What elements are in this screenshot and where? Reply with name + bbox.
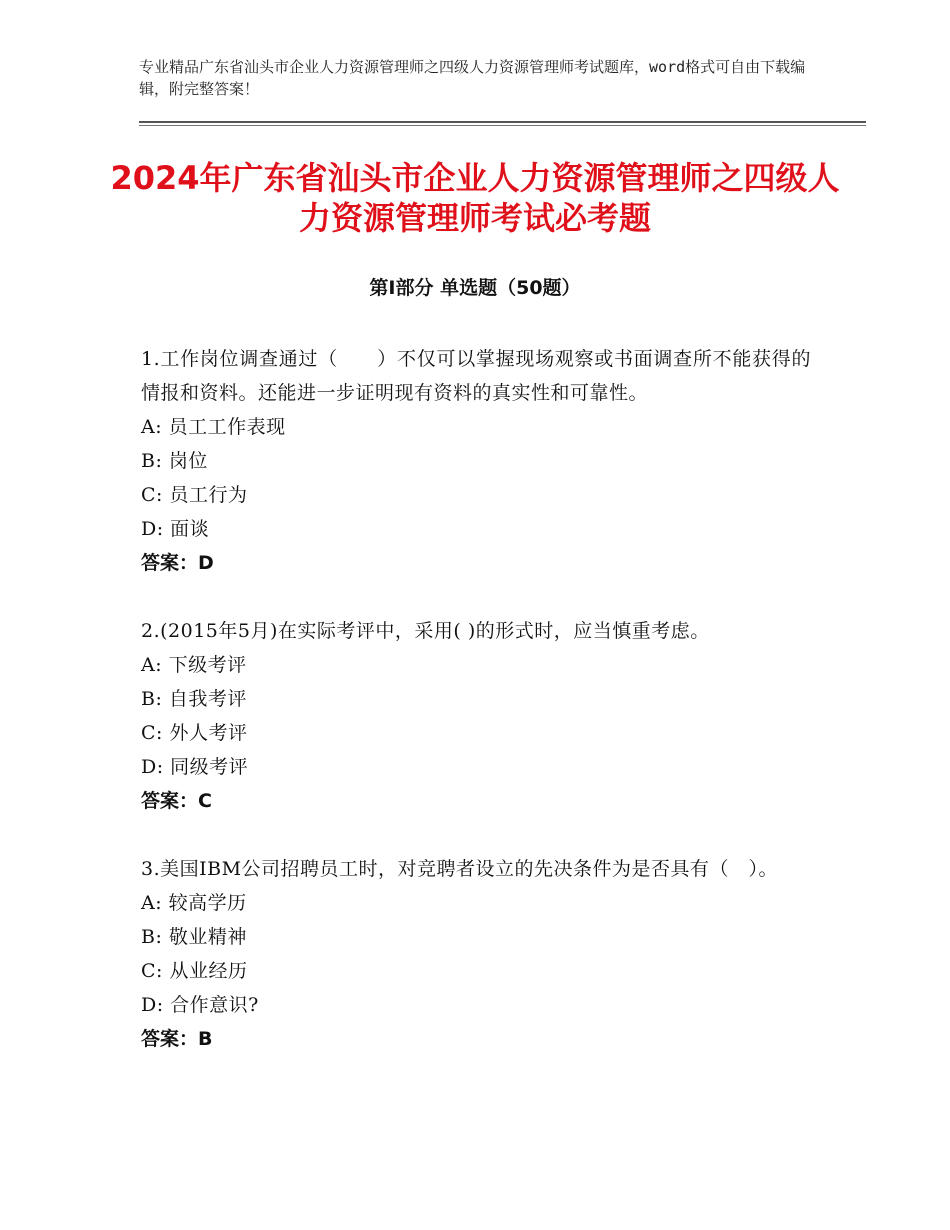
option-d: D: 面谈: [141, 518, 210, 540]
question-stem: 1.工作岗位调查通过（ ）不仅可以掌握现场观察或书面调查所不能获得的情报和资料。还能进一步证明现有资料的真实性和可靠性。: [141, 348, 811, 404]
header-divider-thick: [139, 121, 866, 123]
question-stem: 2.(2015年5月)在实际考评中，采用( )的形式时，应当慎重考虑。: [141, 620, 710, 642]
section-title: 第Ⅰ部分 单选题（50题）: [369, 277, 581, 299]
option-b: B: 自我考评: [141, 688, 247, 710]
question-2: [141, 614, 811, 818]
option-c: C: 从业经历: [141, 960, 248, 982]
question-1: [141, 342, 811, 580]
answer: 答案：B: [141, 1028, 213, 1050]
option-d: D: 同级考评: [141, 756, 249, 778]
header-note: 专业精品广东省汕头市企业人力资源管理师之四级人力资源管理师考试题库，word格式可自由下载编辑，附完整答案！: [139, 58, 806, 98]
option-c: C: 外人考评: [141, 722, 248, 744]
option-b: B: 敬业精神: [141, 926, 247, 948]
option-d: D: 合作意识?: [141, 994, 259, 1016]
option-a: A: 员工工作表现: [141, 416, 286, 438]
option-a: A: 较高学历: [141, 892, 247, 914]
question-list: [141, 342, 811, 1090]
option-a: A: 下级考评: [141, 654, 247, 676]
option-b: B: 岗位: [141, 450, 208, 472]
document-title: 2024年广东省汕头市企业人力资源管理师之四级人力资源管理师考试必考题: [110, 159, 840, 237]
answer: 答案：D: [141, 552, 214, 574]
question-3: [141, 852, 811, 1056]
option-c: C: 员工行为: [141, 484, 248, 506]
answer: 答案：C: [141, 790, 212, 812]
question-stem: 3.美国IBM公司招聘员工时，对竞聘者设立的先决条件为是否具有（ ）。: [141, 858, 779, 880]
header-divider-thin: [139, 125, 866, 126]
